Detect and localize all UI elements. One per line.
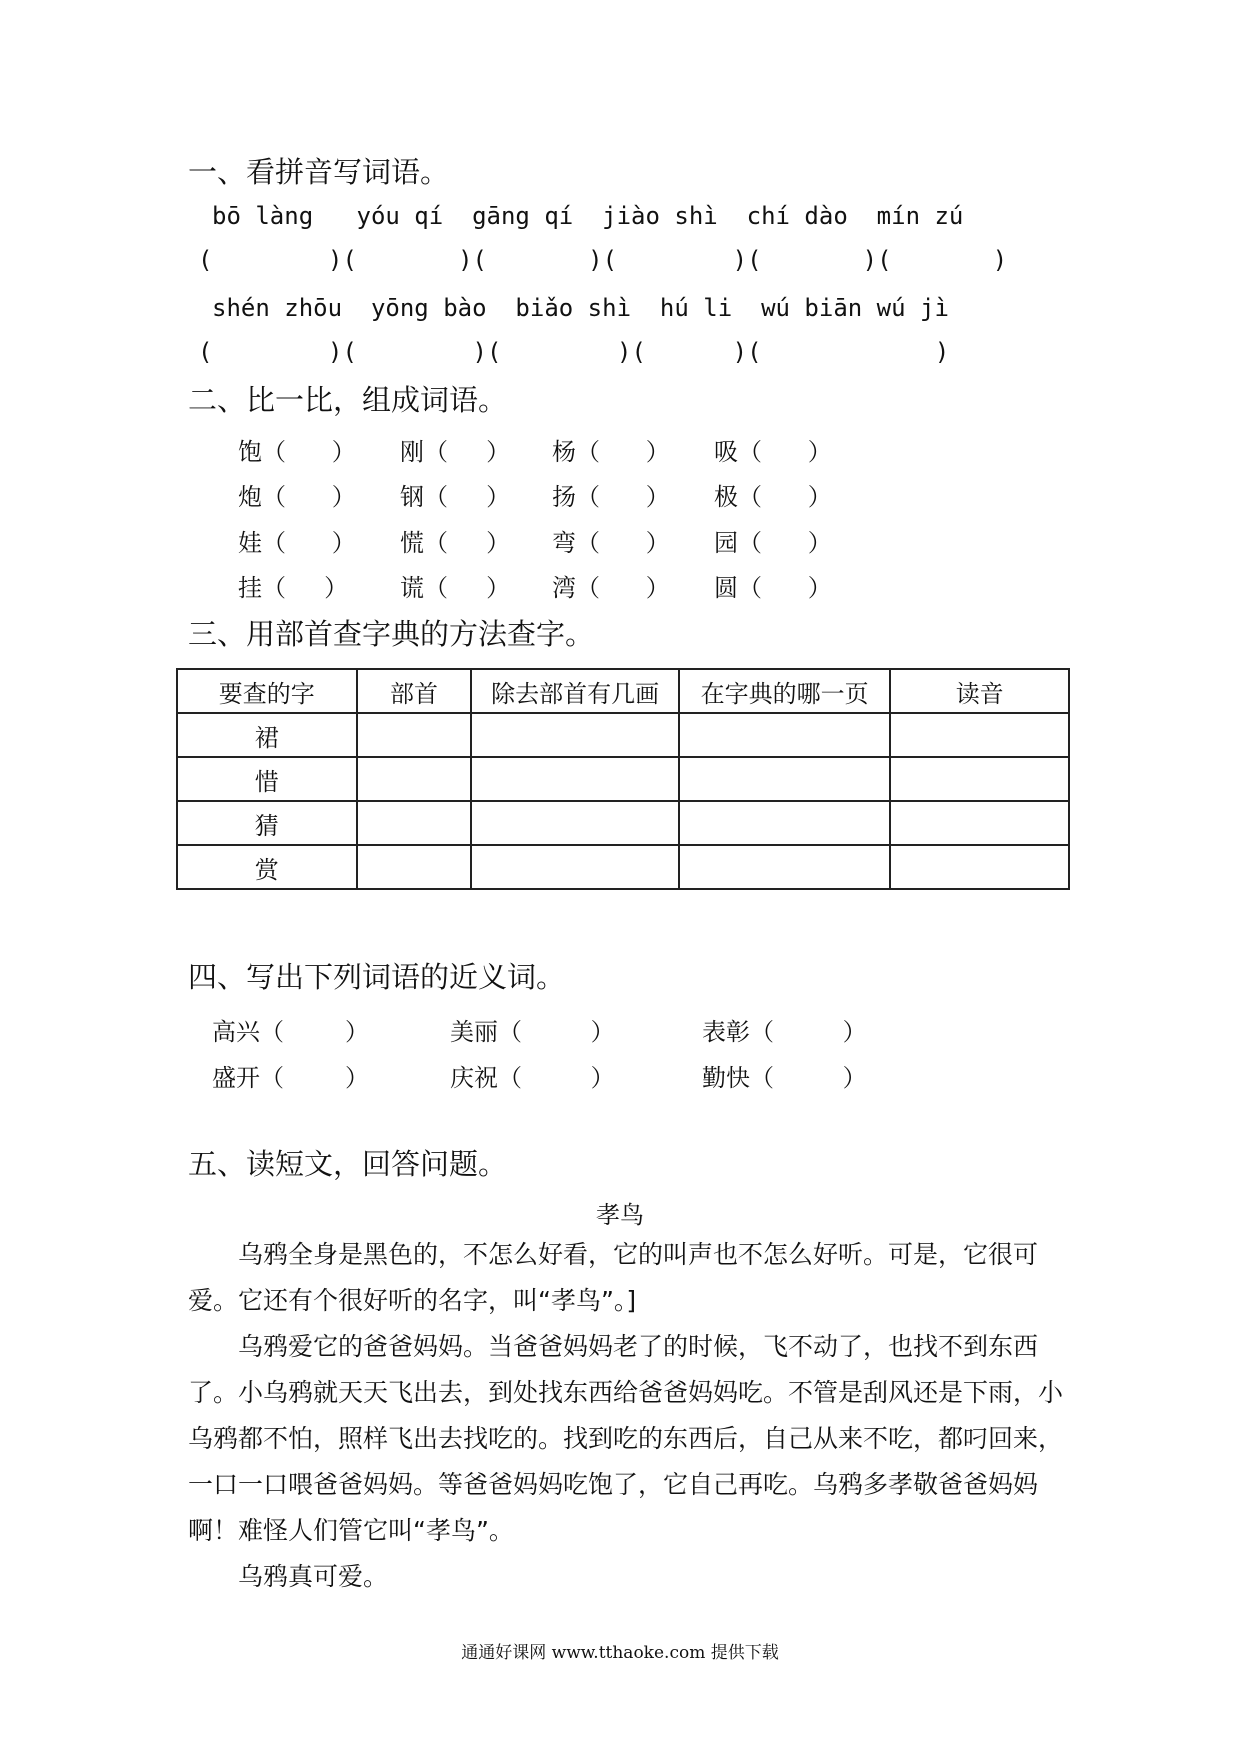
dictionary-lookup-table bbox=[176, 668, 1070, 890]
column-header: 要查的字 bbox=[177, 669, 357, 713]
compare-item[interactable]: 吸（ ） bbox=[714, 438, 832, 466]
answer-cell[interactable] bbox=[679, 713, 891, 757]
passage-paragraph: 乌鸦真可爱。 bbox=[238, 1562, 389, 1591]
lookup-char: 赏 bbox=[177, 845, 357, 889]
column-header: 在字典的哪一页 bbox=[679, 669, 891, 713]
answer-cell[interactable] bbox=[357, 713, 472, 757]
answer-cell[interactable] bbox=[679, 801, 891, 845]
compare-item[interactable]: 刚（ ） bbox=[400, 438, 511, 466]
compare-item[interactable]: 谎（ ） bbox=[400, 574, 511, 602]
compare-item[interactable]: 杨（ ） bbox=[552, 438, 670, 466]
compare-item[interactable]: 挂（ ） bbox=[238, 574, 349, 602]
answer-cell[interactable] bbox=[890, 801, 1069, 845]
table-row bbox=[177, 757, 1069, 801]
column-header: 除去部首有几画 bbox=[471, 669, 679, 713]
section5-heading: 五、读短文，回答问题。 bbox=[188, 1147, 508, 1181]
answer-cell[interactable] bbox=[890, 757, 1069, 801]
passage-paragraph: 乌鸦爱它的爸爸妈妈。当爸爸妈妈老了的时候，飞不动了，也找不到东西了。小乌鸦就天天飞出去，到处找东西给爸爸妈妈吃。不管是刮风还是下雨，小乌鸦都不怕，照样飞出去找吃的。找到吃的东西后，自己从来不吃，都叼回来，一口一口喂爸爸妈妈。等爸爸妈妈吃饱了，它自己再吃。乌鸦多孝敬爸爸妈妈啊！难怪人们管它叫“孝鸟”。 bbox=[188, 1332, 1064, 1545]
answer-cell[interactable] bbox=[679, 845, 891, 889]
compare-item[interactable]: 钢（ ） bbox=[400, 483, 511, 511]
column-header: 部首 bbox=[357, 669, 472, 713]
section3-heading: 三、用部首查字典的方法查字。 bbox=[188, 617, 595, 651]
reading-passage bbox=[188, 1232, 1068, 1600]
answer-cell[interactable] bbox=[890, 845, 1069, 889]
compare-item[interactable]: 极（ ） bbox=[714, 483, 832, 511]
table-row bbox=[177, 801, 1069, 845]
column-header: 读音 bbox=[890, 669, 1069, 713]
compare-item[interactable]: 园（ ） bbox=[714, 529, 832, 557]
pinyin-row-2: shén zhōu yōng bào biǎo shì hú li wú biān wú jì bbox=[212, 294, 949, 322]
passage-paragraph: 乌鸦全身是黑色的，不怎么好看，它的叫声也不怎么好听。可是，它很可爱。它还有个很好听的名字，叫“孝鸟”。] bbox=[188, 1240, 1039, 1315]
answer-blanks-row-1[interactable]: ( )( )( )( )( )( ) bbox=[198, 246, 1008, 274]
answer-blanks-row-2[interactable]: ( )( )( )( )( ) bbox=[198, 338, 950, 366]
compare-item[interactable]: 慌（ ） bbox=[400, 529, 511, 557]
synonym-item[interactable]: 盛开（ ） bbox=[212, 1064, 370, 1092]
synonym-item[interactable]: 勤快（ ） bbox=[702, 1064, 867, 1092]
synonym-item[interactable]: 庆祝（ ） bbox=[450, 1064, 615, 1092]
answer-cell[interactable] bbox=[471, 845, 679, 889]
table-row bbox=[177, 713, 1069, 757]
compare-item[interactable]: 饱（ ） bbox=[238, 438, 356, 466]
answer-cell[interactable] bbox=[471, 713, 679, 757]
compare-item[interactable]: 圆（ ） bbox=[714, 574, 832, 602]
synonym-item[interactable]: 高兴（ ） bbox=[212, 1018, 370, 1046]
footer-credit: 通通好课网 www.tthaoke.com 提供下载 bbox=[461, 1643, 779, 1663]
section4-heading: 四、写出下列词语的近义词。 bbox=[188, 960, 566, 994]
section2-heading: 二、比一比，组成词语。 bbox=[188, 383, 508, 417]
compare-item[interactable]: 娃（ ） bbox=[238, 529, 356, 557]
table-header-row bbox=[177, 669, 1069, 713]
lookup-char: 猜 bbox=[177, 801, 357, 845]
pinyin-row-1: bō làng yóu qí gāng qí jiào shì chí dào mín zú bbox=[212, 202, 964, 230]
compare-item[interactable]: 湾（ ） bbox=[552, 574, 670, 602]
section1-heading: 一、看拼音写词语。 bbox=[188, 155, 450, 189]
answer-cell[interactable] bbox=[679, 757, 891, 801]
passage-title: 孝鸟 bbox=[596, 1201, 644, 1229]
compare-item[interactable]: 弯（ ） bbox=[552, 529, 670, 557]
answer-cell[interactable] bbox=[357, 845, 472, 889]
answer-cell[interactable] bbox=[357, 757, 472, 801]
answer-cell[interactable] bbox=[357, 801, 472, 845]
answer-cell[interactable] bbox=[890, 713, 1069, 757]
lookup-char: 裙 bbox=[177, 713, 357, 757]
answer-cell[interactable] bbox=[471, 757, 679, 801]
compare-item[interactable]: 炮（ ） bbox=[238, 483, 356, 511]
synonym-item[interactable]: 表彰（ ） bbox=[702, 1018, 867, 1046]
synonym-item[interactable]: 美丽（ ） bbox=[450, 1018, 615, 1046]
answer-cell[interactable] bbox=[471, 801, 679, 845]
table-row bbox=[177, 845, 1069, 889]
compare-item[interactable]: 扬（ ） bbox=[552, 483, 670, 511]
lookup-char: 惜 bbox=[177, 757, 357, 801]
